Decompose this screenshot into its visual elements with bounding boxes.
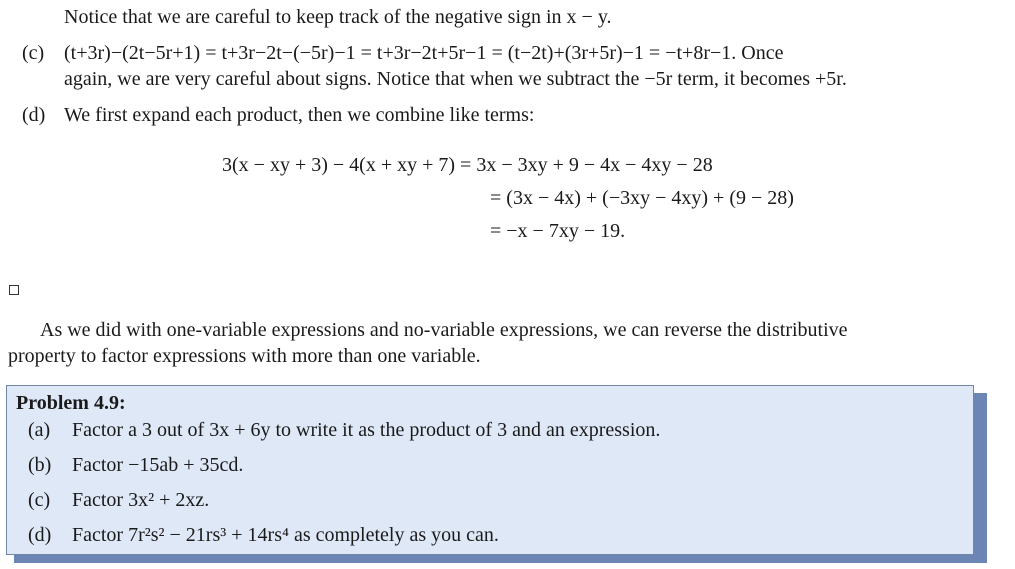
part-d-label: (d) — [22, 104, 46, 126]
problem-item-c-label: (c) — [28, 489, 51, 511]
paragraph-line-2: property to factor expressions with more than one variable. — [8, 345, 481, 367]
problem-item-c-text: Factor 3x² + 2xz. — [72, 489, 210, 511]
equation-line-2: = (3x − 4x) + (−3xy − 4xy) + (9 − 28) — [490, 187, 794, 209]
part-c-line2: again, we are very careful about signs. Notice that when we subtract the −5r term, it becomes +5r. — [64, 68, 847, 90]
problem-item-d-label: (d) — [28, 524, 52, 546]
problem-item-a-text: Factor a 3 out of 3x + 6y to write it as the product of 3 and an expression. — [72, 419, 661, 441]
equation-line-3: = −x − 7xy − 19. — [490, 220, 626, 242]
problem-item-b-text: Factor −15ab + 35cd. — [72, 454, 244, 476]
solution-note: Notice that we are careful to keep track of the negative sign in x − y. — [64, 6, 612, 28]
equation-line-1: 3(x − xy + 3) − 4(x + xy + 7) = 3x − 3xy + 9 − 4x − 4xy − 28 — [222, 154, 713, 176]
problem-title: Problem 4.9: — [16, 392, 126, 414]
paragraph-line-1: As we did with one-variable expressions and no-variable expressions, we can reverse the distributive — [40, 319, 848, 341]
problem-item-d-text: Factor 7r²s² − 21rs³ + 14rs⁴ as completely as you can. — [72, 524, 499, 546]
problem-item-b-label: (b) — [28, 454, 52, 476]
problem-item-a-label: (a) — [28, 419, 51, 441]
problem-box-shadow-right — [974, 393, 987, 563]
end-of-proof-square — [9, 285, 19, 295]
problem-box-shadow-bottom — [14, 555, 987, 563]
part-c-line1: (t+3r)−(2t−5r+1) = t+3r−2t−(−5r)−1 = t+3r−2t+5r−1 = (t−2t)+(3r+5r)−1 = −t+8r−1. Once — [64, 42, 784, 64]
part-d-intro: We first expand each product, then we combine like terms: — [64, 104, 535, 126]
part-c-label: (c) — [22, 42, 45, 64]
